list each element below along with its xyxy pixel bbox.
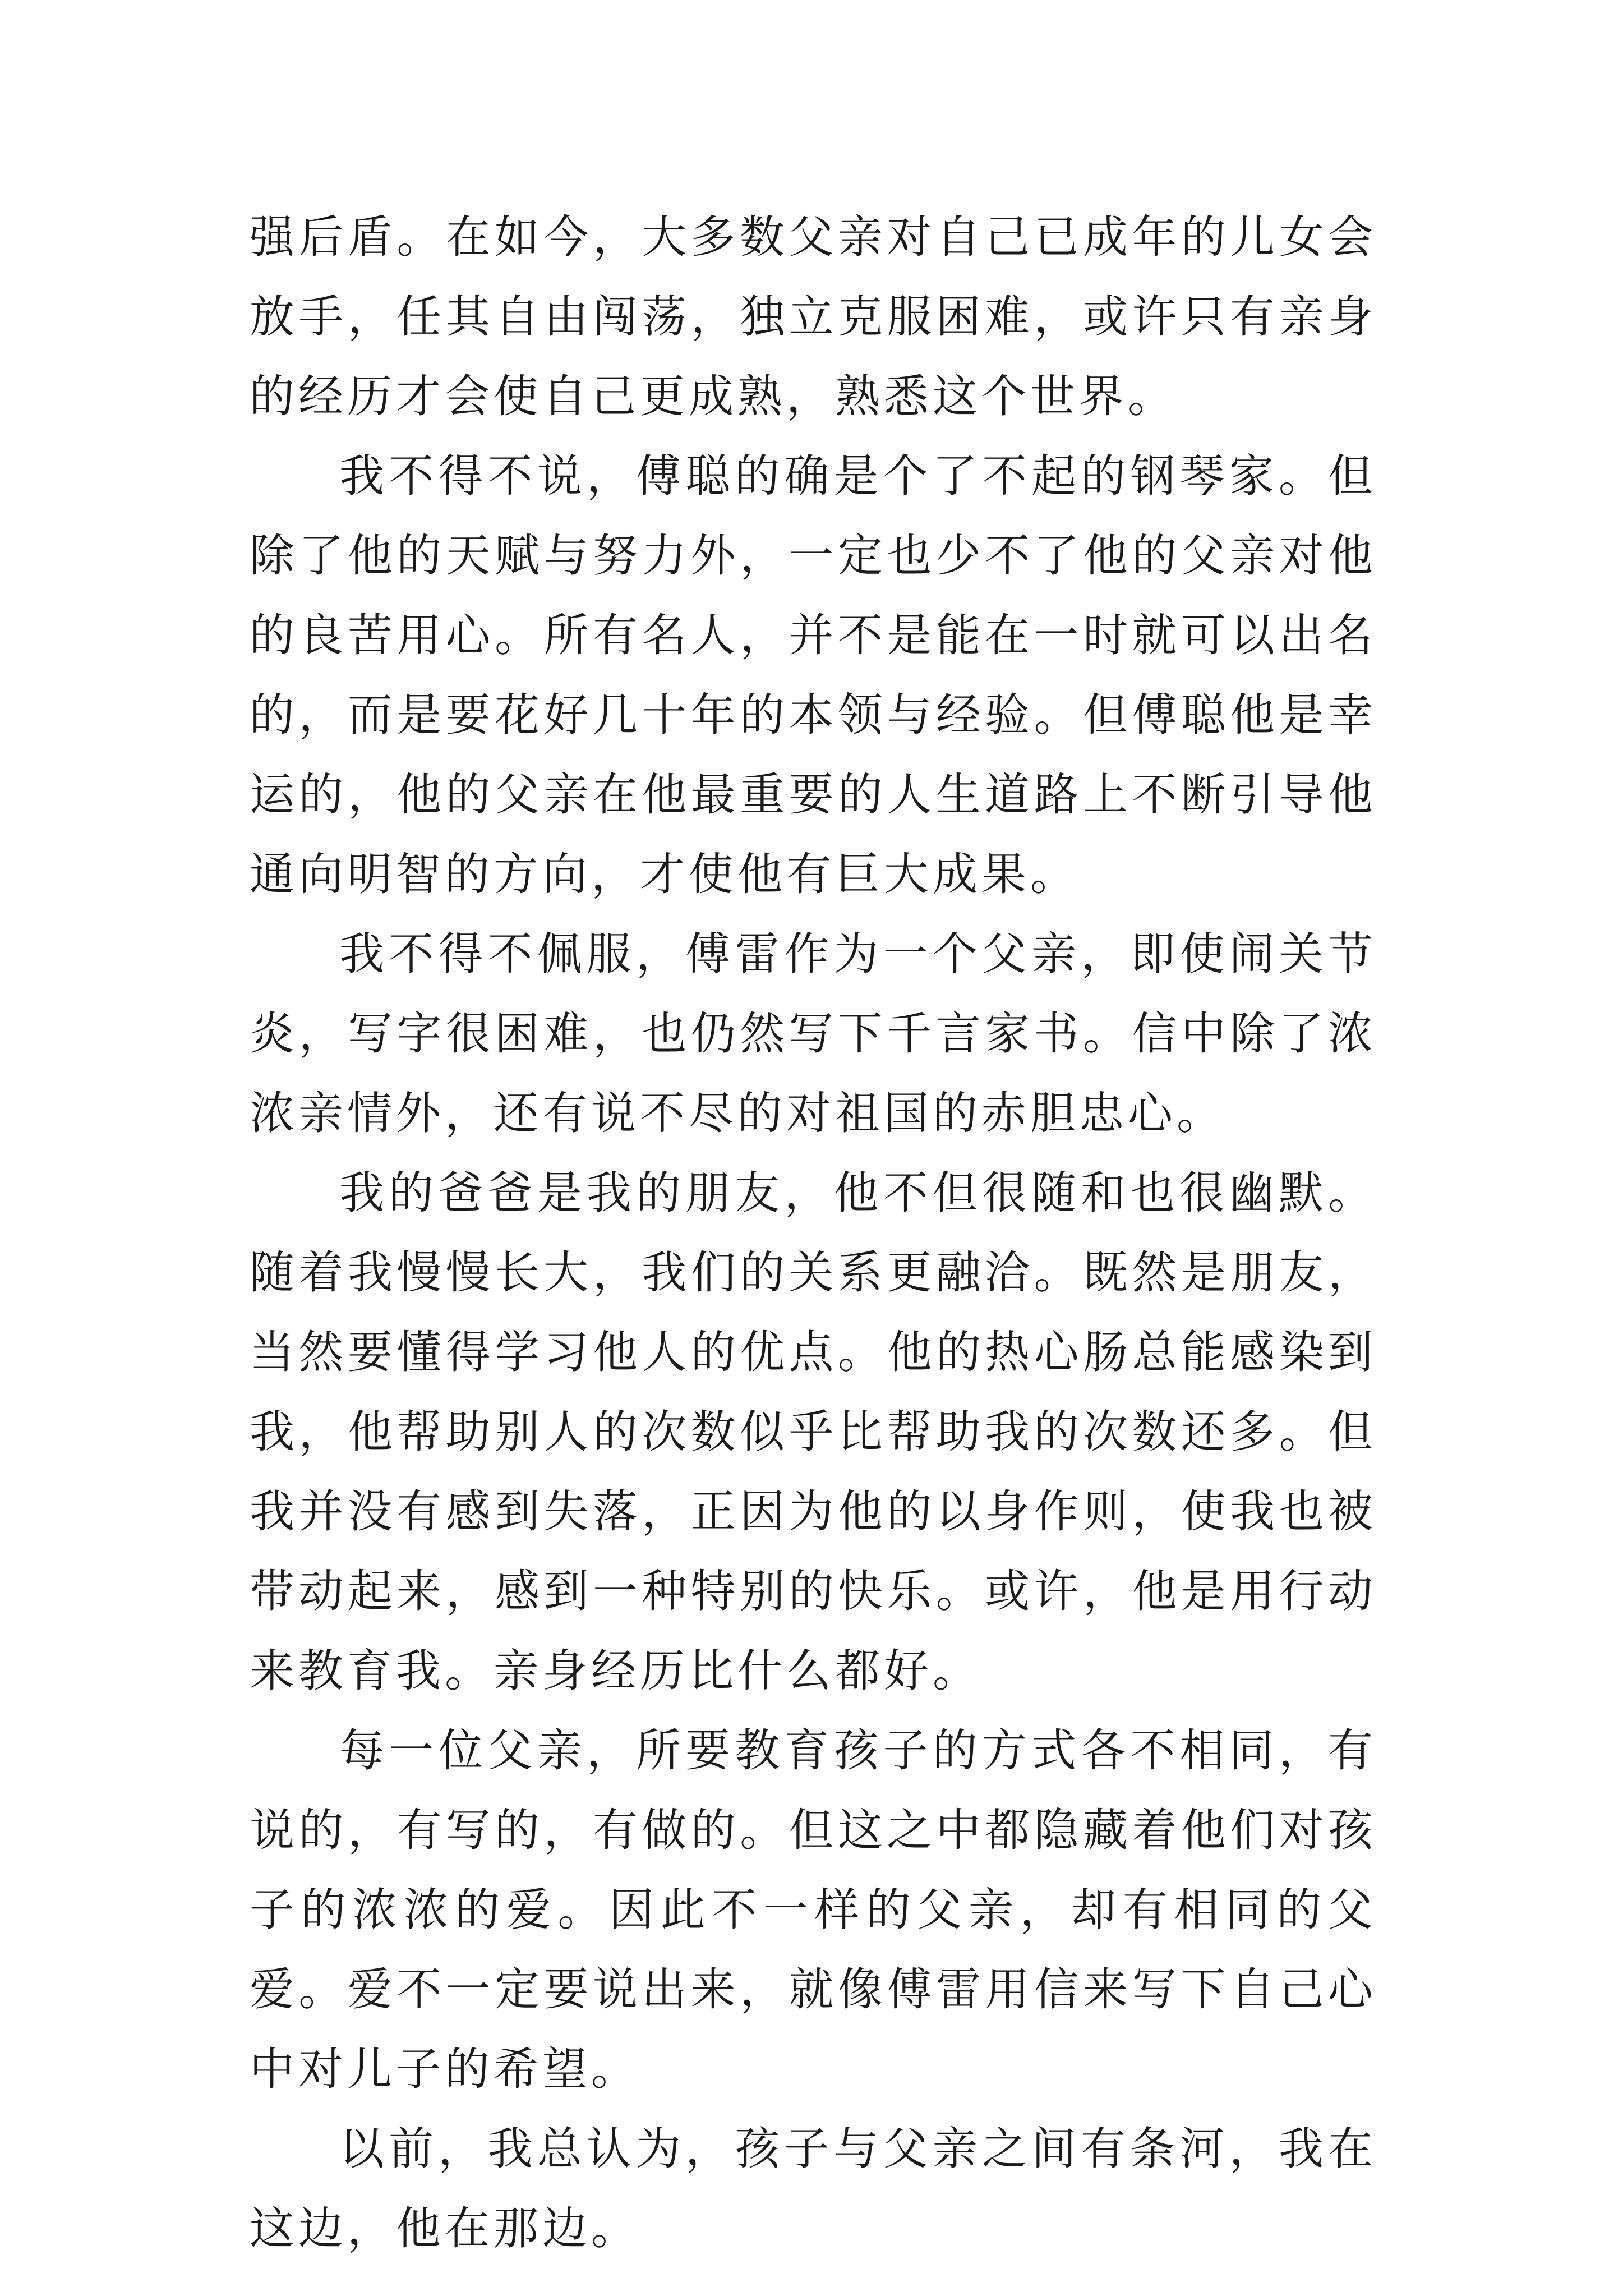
paragraph-6: 以前，我总认为，孩子与父亲之间有条河，我在这边，他在那边。 xyxy=(250,2123,1377,2254)
paragraph-5: 每一位父亲，所要教育孩子的方式各不相同，有说的，有写的，有做的。但这之中都隐藏着他们对孩子的浓浓的爱。因此不一样的父亲，却有相同的父爱。爱不一定要说出来，就像傅雷用信来写下自己心中对儿子的希望。 xyxy=(250,1724,1377,2095)
paragraph-4: 我的爸爸是我的朋友，他不但很随和也很幽默。随着我慢慢长大，我们的关系更融洽。既然是朋友，当然要懂得学习他人的优点。他的热心肠总能感染到我，他帮助别人的次数似乎比帮助我的次数还多。但我并没有感到失落，正因为他的以身作则，使我也被带动起来，感到一种特别的快乐。或许，他是用行动来教育我。亲身经历比什么都好。 xyxy=(250,1167,1377,1697)
paragraph-2: 我不得不说，傅聪的确是个了不起的钢琴家。但除了他的天赋与努力外，一定也少不了他的父亲对他的良苦用心。所有名人，并不是能在一时就可以出名的，而是要花好几十年的本领与经验。但傅聪他是幸运的，他的父亲在他最重要的人生道路上不断引导他通向明智的方向，才使他有巨大成果。 xyxy=(250,450,1377,900)
document-body xyxy=(250,197,1377,2269)
paragraph-1: 强后盾。在如今，大多数父亲对自己已成年的儿女会放手，任其自由闯荡，独立克服困难，或许只有亲身的经历才会使自己更成熟，熟悉这个世界。 xyxy=(250,211,1377,422)
paragraph-3: 我不得不佩服，傅雷作为一个父亲，即使闹关节炎，写字很困难，也仍然写下千言家书。信中除了浓浓亲情外，还有说不尽的对祖国的赤胆忠心。 xyxy=(250,928,1377,1139)
